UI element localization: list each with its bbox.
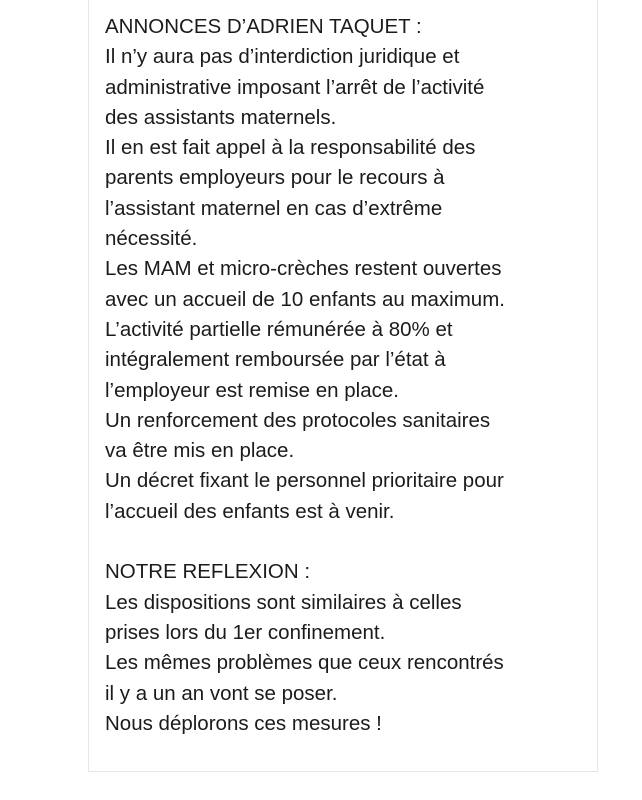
announcement-line: administrative imposant l’arrêt de l’activité <box>105 75 485 99</box>
announcement-line: nécessité. <box>105 227 198 251</box>
reflection-line: Les mêmes problèmes que ceux rencontrés <box>105 651 504 675</box>
reflection-line: Les dispositions sont similaires à celles <box>105 590 462 614</box>
reflection-line: prises lors du 1er confinement. <box>105 620 386 644</box>
reflection-line: Nous déplorons ces mesures ! <box>105 711 382 735</box>
announcement-line: intégralement remboursée par l’état à <box>105 348 446 372</box>
announcement-line: l’assistant maternel en cas d’extrême <box>105 196 443 220</box>
announcement-line: des assistants maternels. <box>105 105 337 129</box>
announcement-title: ANNONCES D’ADRIEN TAQUET : <box>105 15 422 38</box>
announcement-line: va être mis en place. <box>105 439 295 463</box>
reflection-line: il y a un an vont se poser. <box>105 681 338 705</box>
announcement-line: Un renforcement des protocoles sanitaires <box>105 408 491 432</box>
announcement-line: l’accueil des enfants est à venir. <box>105 499 395 523</box>
paragraph-gap <box>105 527 600 557</box>
post-text <box>105 12 600 739</box>
announcement-line: avec un accueil de 10 enfants au maximum. <box>105 287 505 311</box>
announcement-line: l’employeur est remise en place. <box>105 378 399 402</box>
announcement-line: Les MAM et micro-crèches restent ouvertes <box>105 257 502 281</box>
announcement-line: Un décret fixant le personnel prioritaire pour <box>105 469 504 493</box>
reflection-title: NOTRE REFLEXION : <box>105 560 311 584</box>
announcement-line: Il n’y aura pas d’interdiction juridique et <box>105 45 460 69</box>
announcement-line: Il en est fait appel à la responsabilité des <box>105 136 476 160</box>
announcement-line: parents employeurs pour le recours à <box>105 166 445 190</box>
announcement-line: L’activité partielle rémunérée à 80% et <box>105 317 453 341</box>
